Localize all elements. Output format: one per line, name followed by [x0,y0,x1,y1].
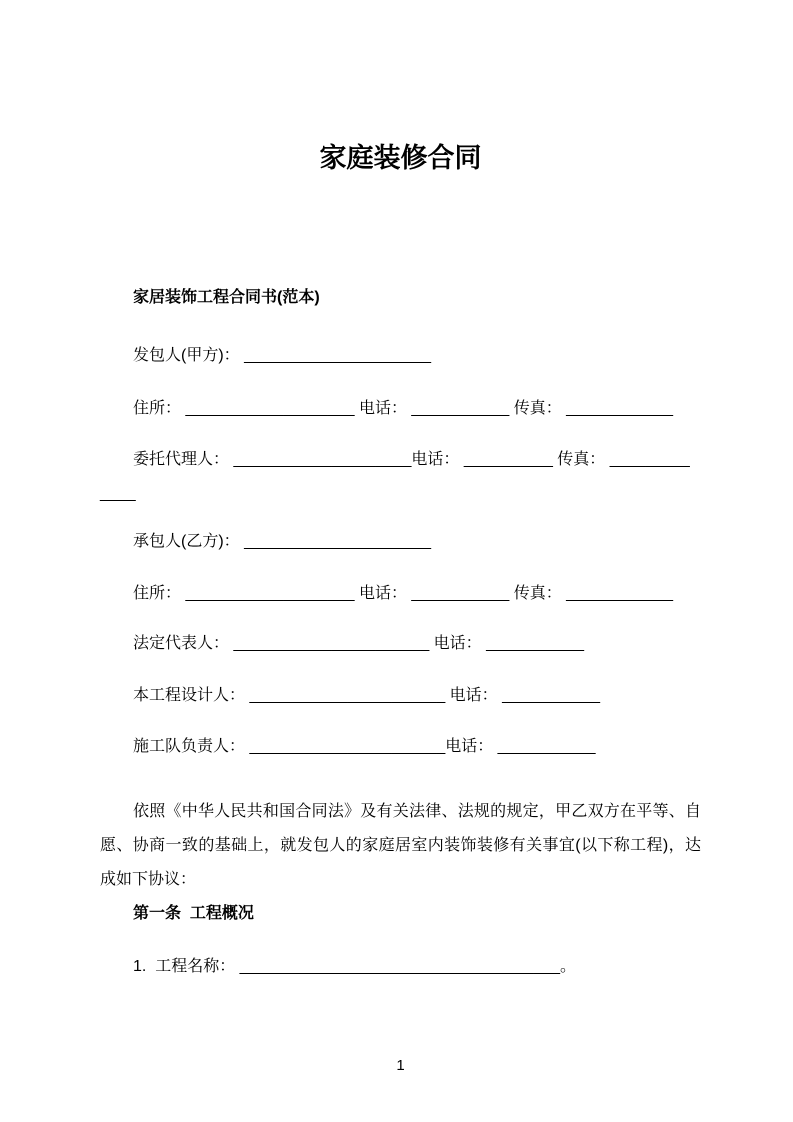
field-row-employer-address-phone-fax: 住所： ___________________ 电话： ___________ 传真： ____________ [133,400,673,417]
field-row-entrusted-agent: 委托代理人： ____________________电话： __________ 传真： _________ [133,451,690,468]
field-row-construction-team-leader: 施工队负责人： ______________________电话： ___________ [133,738,596,755]
document-title: 家庭装修合同 [319,143,482,173]
field-row-legal-representative: 法定代表人： ______________________ 电话： ___________ [133,635,584,652]
field-row-agent-fax-continuation: ____ [100,485,136,502]
document-subtitle: 家居装饰工程合同书(范本) [133,289,320,306]
field-row-project-designer: 本工程设计人： ______________________ 电话： ___________ [133,687,600,704]
intro-paragraph: 依照《中华人民共和国合同法》及有关法律、法规的规定，甲乙双方在平等、自愿、协商一致的基础上，就发包人的家庭居室内装饰装修有关事宜(以下称工程)，达成如下协议： [100,803,701,888]
article-1-item-project-name: 1. 工程名称： ____________________________________。 [133,958,577,975]
page-number: 1 [396,1057,405,1074]
field-row-contractor-address-phone-fax: 住所： ___________________ 电话： ___________ 传真： ____________ [133,585,673,602]
field-row-employer: 发包人(甲方)： _____________________ [133,347,431,364]
field-row-contractor: 承包人(乙方)： _____________________ [133,533,431,550]
article-1-heading: 第一条 工程概况 [133,905,254,922]
